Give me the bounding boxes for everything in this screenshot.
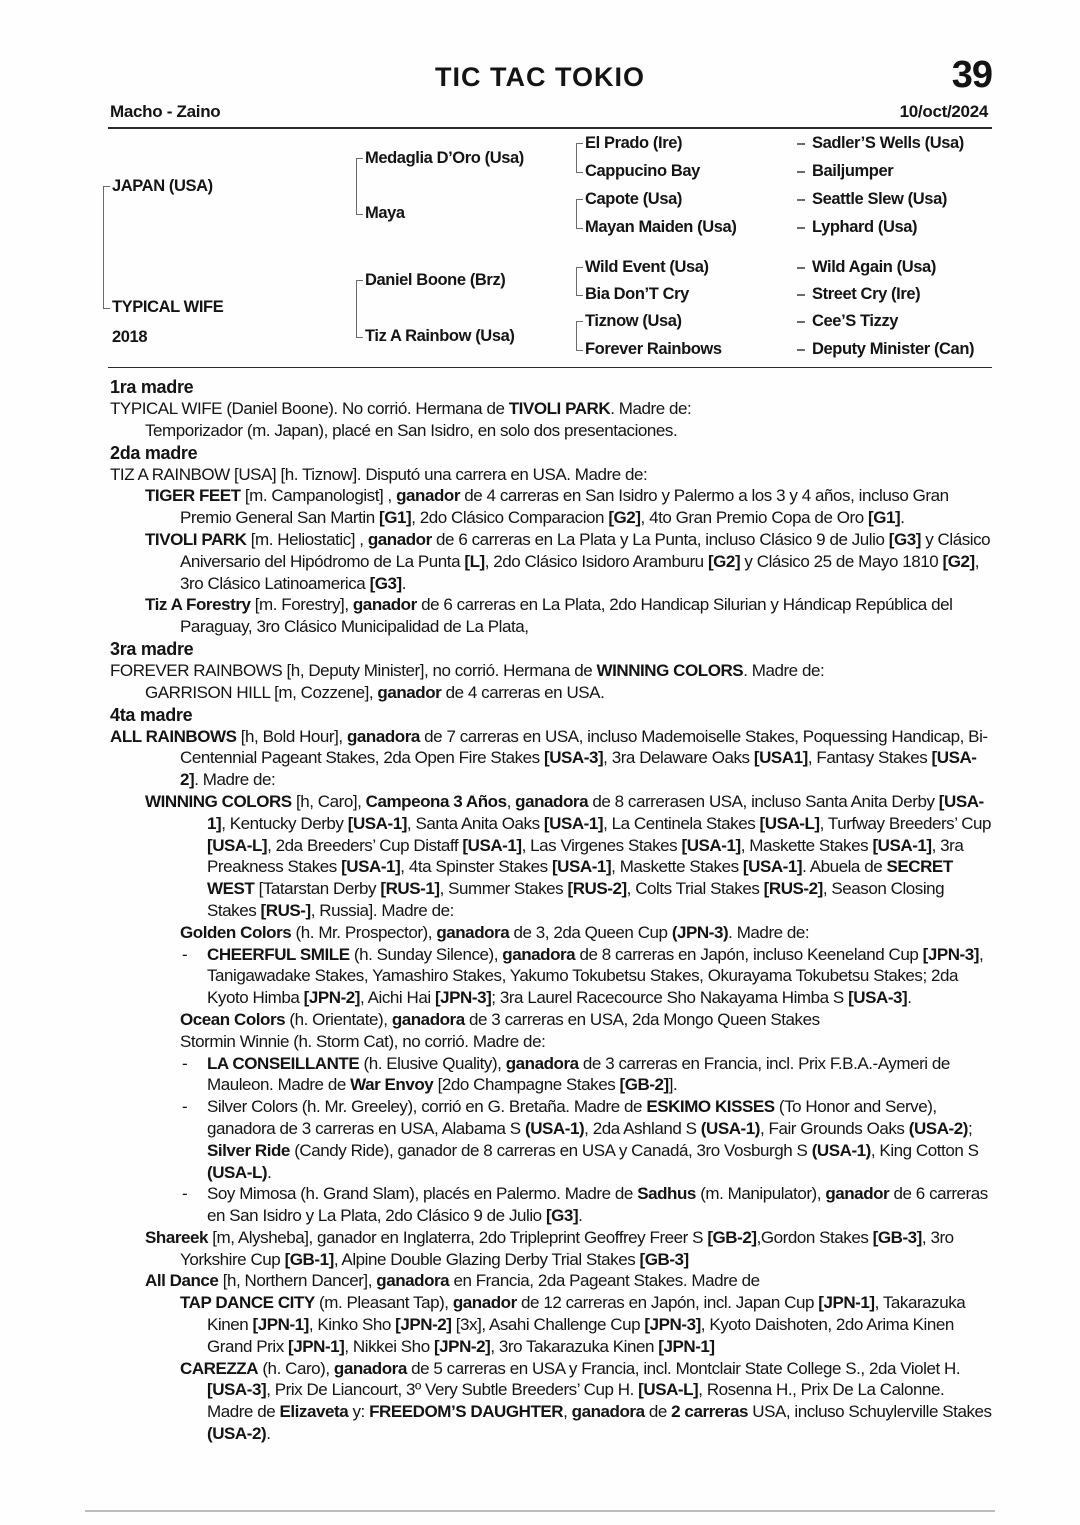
pedigree-text-paragraph: - CHEERFUL SMILE (h. Sunday Silence), ganadora de 8 carreras en Japón, incluso Keeneland Cup [JPN-3], Tanigawadake Stakes, Yamashiro Stakes, Yakumo Tokubetsu Stakes, Okurayama Tokubetsu Stakes; 2da Kyoto Himba [JPN-2], Aichi Hai [JPN-3]; 3ra Laurel Racecource Sho Nakayama Himba S [USA-3]. (182, 944, 984, 1008)
pedigree-bracket (576, 321, 583, 351)
pedigree-gen3-name: Bia Don’T Cry (585, 285, 689, 303)
pedigree-dash (797, 199, 805, 201)
pedigree-bracket (576, 199, 583, 229)
pedigree-year: 2018 (112, 328, 148, 346)
section-heading: 2da madre (110, 442, 198, 463)
pedigree-text-paragraph: All Dance [h, Northern Dancer], ganadora en Francia, 2da Pageant Stakes. Madre de (145, 1271, 760, 1291)
pedigree-text-paragraph: ALL RAINBOWS [h, Bold Hour], ganadora de 7 carreras en USA, incluso Mademoiselle Stakes, Poquessing Handicap, Bi-Centennial Pageant Stakes, 2da Open Fire Stakes [USA-3], 3ra Delaware Oaks [USA1], Fantasy Stakes [USA-2]. Madre de: (110, 726, 988, 790)
header-rule (108, 127, 992, 129)
pedigree-gen3-name: Forever Rainbows (585, 340, 722, 358)
pedigree-gen2-name: Daniel Boone (Brz) (365, 271, 506, 289)
section-heading: 1ra madre (110, 377, 194, 397)
list-dash-marker: - (182, 1184, 188, 1204)
pedigree-gen4-name: Sadler’S Wells (Usa) (812, 134, 964, 152)
pedigree-bracket (356, 158, 363, 215)
pedigree-gen2-name: Tiz A Rainbow (Usa) (365, 327, 515, 345)
pedigree-text-paragraph: TIGER FEET [m. Campanologist] , ganador de 4 carreras en San Isidro y Palermo a los 3 y 4 años, incluso Gran Premio General San Martin [G1], 2do Clásico Comparacion [G2], 4to Gran Premio Copa de Oro [G1]. (145, 486, 949, 528)
pedigree-gen4-name: Lyphard (Usa) (812, 218, 918, 236)
pedigree-dash (797, 267, 805, 269)
pedigree-text-paragraph: Golden Colors (h. Mr. Prospector), ganadora de 3, 2da Queen Cup (JPN-3). Madre de: (180, 922, 810, 942)
pedigree-gen4-name: Wild Again (Usa) (812, 258, 936, 276)
page-number: 39 (951, 54, 992, 96)
pedigree-text-paragraph: - Silver Colors (h. Mr. Greeley), corrió en G. Bretaña. Madre de ESKIMO KISSES (To Honor and Serve), ganadora de 3 carreras en USA, Alabama S (USA-1), 2da Ashland S (USA-1), Fair Grounds Oaks (USA-2); Silver Ride (Candy Ride), ganador de 8 carreras en USA y Canadá, 3ro Vosburgh S (USA-1), King Cotton S (USA-L). (182, 1097, 979, 1182)
pedigree-gen3-name: Cappucino Bay (585, 162, 700, 180)
pedigree-dash (797, 171, 805, 173)
horse-name-title: TIC TAC TOKIO (435, 62, 645, 92)
pedigree-bracket (356, 280, 363, 338)
pedigree-text-paragraph: GARRISON HILL [m, Cozzene], ganador de 4 carreras en USA. (145, 682, 605, 702)
pedigree-gen4-name: Deputy Minister (Can) (812, 340, 975, 358)
list-dash-marker: - (182, 1097, 188, 1117)
section-heading: 4ta madre (110, 704, 193, 725)
pedigree-dash (797, 321, 805, 323)
pedigree-text-paragraph: Ocean Colors (h. Orientate), ganadora de 3 carreras en USA, 2da Mongo Queen Stakes (180, 1009, 820, 1029)
pedigree-bracket (576, 267, 583, 296)
pedigree-bracket (103, 186, 110, 309)
pedigree-bracket (576, 143, 583, 173)
pedigree-gen3-name: Wild Event (Usa) (585, 258, 709, 276)
pedigree-gen4-name: Street Cry (Ire) (812, 285, 921, 303)
pedigree-dash (797, 143, 805, 145)
pedigree-gen3-name: Capote (Usa) (585, 190, 682, 208)
pedigree-sire: JAPAN (USA) (112, 177, 213, 195)
pedigree-dash (797, 349, 805, 351)
list-dash-marker: - (182, 1053, 188, 1073)
section-heading: 3ra madre (110, 638, 194, 659)
pedigree-gen3-name: Mayan Maiden (Usa) (585, 218, 737, 236)
sex-coat-label: Macho - Zaino (110, 102, 221, 121)
pedigree-text-paragraph: Shareek [m, Alysheba], ganador en Inglaterra, 2do Tripleprint Geoffrey Freer S [GB-2],Gordon Stakes [GB-3], 3ro Yorkshire Cup [GB-1], Alpine Double Glazing Derby Trial Stakes [GB-3] (145, 1227, 954, 1269)
pedigree-text-paragraph: TIVOLI PARK [m. Heliostatic] , ganador de 6 carreras en La Plata y La Punta, incluso Clásico 9 de Julio [G3] y Clásico Aniversario del Hipódromo de La Punta [L], 2do Clásico Isidoro Aramburu [G2] y Clásico 25 de Mayo 1810 [G2], 3ro Clásico Latinoamerica [G3]. (145, 529, 991, 593)
pedigree-gen2-name: Medaglia D’Oro (Usa) (365, 149, 524, 167)
pedigree-text-paragraph: - Soy Mimosa (h. Grand Slam), placés en Palermo. Madre de Sadhus (m. Manipulator), ganador de 6 carreras en San Isidro y La Plata, 2do Clásico 9 de Julio [G3]. (182, 1184, 988, 1226)
pedigree-gen3-name: Tiznow (Usa) (585, 312, 682, 330)
pedigree-gen4-name: Seattle Slew (Usa) (812, 190, 947, 208)
pedigree-text-paragraph: Stormin Winnie (h. Storm Cat), no corrió. Madre de: (180, 1031, 546, 1051)
pedigree-dash (797, 294, 805, 296)
pedigree-text-paragraph: WINNING COLORS [h, Caro], Campeona 3 Años, ganadora de 8 carrerasen USA, incluso Santa Anita Derby [USA-1], Kentucky Derby [USA-1], Santa Anita Oaks [USA-1], La Centinela Stakes [USA-L], Turfway Breeders’ Cup [USA-L], 2da Breeders’ Cup Distaff [USA-1], Las Virgenes Stakes [USA-1], Maskette Stakes [USA-1], 3ra Preakness Stakes [USA-1], 4ta Spinster Stakes [USA-1], Maskette Stakes [USA-1]. Abuela de SECRET WEST [Tatarstan Derby [RUS-1], Summer Stakes [RUS-2], Colts Trial Stakes [RUS-2], Season Closing Stakes [RUS-], Russia]. Madre de: (145, 791, 992, 920)
pedigree-text-paragraph: FOREVER RAINBOWS [h, Deputy Minister], no corrió. Hermana de WINNING COLORS. Madre de: (110, 660, 825, 680)
pedigree-gen3-name: El Prado (Ire) (585, 134, 683, 152)
pedigree-text-paragraph: CAREZZA (h. Caro), ganadora de 5 carreras en USA y Francia, incl. Montclair State College S., 2da Violet H. [USA-3], Prix De Liancourt, 3º Very Subtle Breeders’ Cup H. [USA-L], Rosenna H., Prix De La Calonne. Madre de Elizaveta y: FREEDOM’S DAUGHTER, ganadora de 2 carreras USA, incluso Schuylerville Stakes (USA-2). (180, 1358, 992, 1444)
pedigree-gen4-name: Cee’S Tizzy (812, 312, 899, 330)
pedigree-text-paragraph: Tiz A Forestry [m. Forestry], ganador de 6 carreras en La Plata, 2do Handicap Silurian y Hándicap República del Paraguay, 3ro Clásico Municipalidad de La Plata, (145, 595, 953, 637)
pedigree-gen4-name: Bailjumper (812, 162, 894, 180)
pedigree-text-paragraph: - LA CONSEILLANTE (h. Elusive Quality), ganadora de 3 carreras en Francia, incl. Prix F.B.A.-Aymeri de Mauleon. Madre de War Envoy [2do Champagne Stakes [GB-2]]. (182, 1053, 950, 1095)
pedigree-text-paragraph: Temporizador (m. Japan), placé en San Isidro, en solo dos presentaciones. (145, 420, 678, 440)
pedigree-text-paragraph: TYPICAL WIFE (Daniel Boone). No corrió. Hermana de TIVOLI PARK. Madre de: (110, 399, 692, 418)
list-dash-marker: - (182, 944, 188, 964)
sale-date: 10/oct/2024 (899, 102, 988, 121)
pedigree-text-paragraph: TAP DANCE CITY (m. Pleasant Tap), ganador de 12 carreras en Japón, incl. Japan Cup [JPN-1], Takarazuka Kinen [JPN-1], Kinko Sho [JPN-2] [3x], Asahi Challenge Cup [JPN-3], Kyoto Daishoten, 2do Arima Kinen Grand Prix [JPN-1], Nikkei Sho [JPN-2], 3ro Takarazuka Kinen [JPN-1] (180, 1293, 966, 1356)
mare-family-sections (110, 376, 992, 1445)
pedigree-gen2-name: Maya (365, 204, 405, 222)
footer-rule (85, 1510, 995, 1512)
pedigree-dash (797, 227, 805, 229)
pedigree-text-paragraph: TIZ A RAINBOW [USA] [h. Tiznow]. Disputó una carrera en USA. Madre de: (110, 464, 648, 484)
pedigree-bottom-rule (108, 367, 992, 368)
pedigree-dam: TYPICAL WIFE (112, 298, 224, 316)
